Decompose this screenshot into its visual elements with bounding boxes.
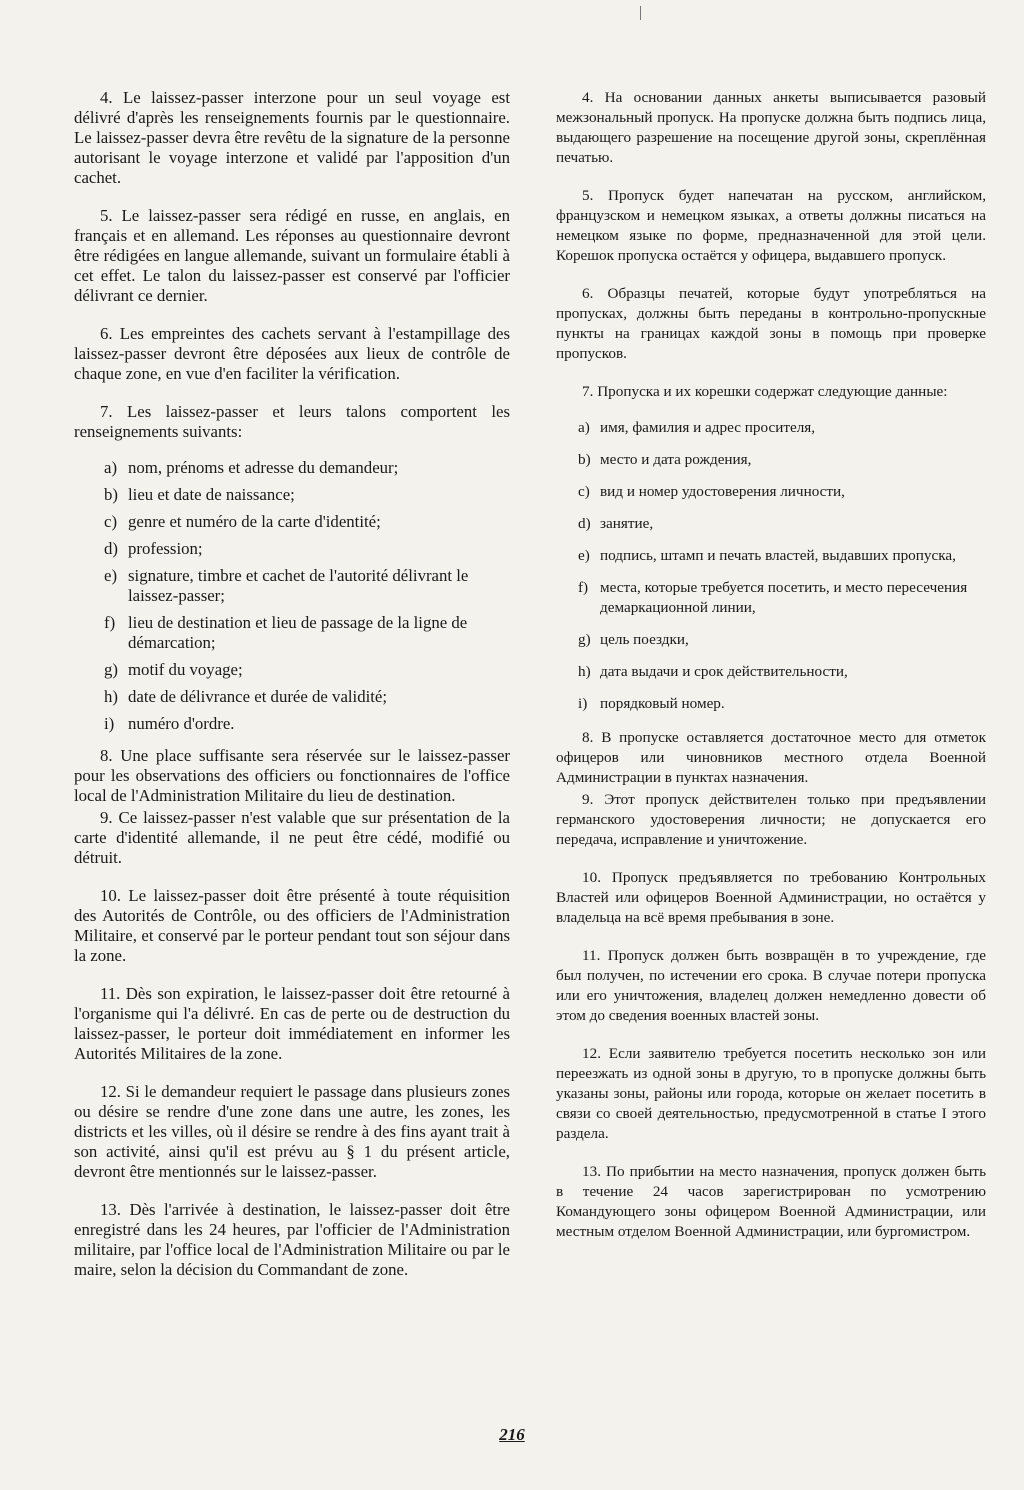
list-item <box>104 512 510 532</box>
list-item <box>104 539 510 559</box>
list-item <box>104 714 510 734</box>
fr-item-list <box>74 458 510 734</box>
list-item <box>104 485 510 505</box>
ru-paragraph-5: 5. Пропуск будет напечатан на русском, английском, французском и немецком языках, а ответы должны писаться на немецком языке по форме, предназначенной для этой цели. Корешок пропуска остаётся у офицера, выдавшего пропуск. <box>556 187 986 264</box>
item-label: d) <box>578 515 591 532</box>
ru-paragraph-6: 6. Образцы печатей, которые будут употребляться на пропусках, должны быть переданы в контрольно-пропускные пункты на границах каждой зоны в помощь при проверке пропусков. <box>556 285 986 362</box>
page-number: 216 <box>499 1425 525 1444</box>
item-label: h) <box>578 663 591 680</box>
list-item <box>578 514 986 534</box>
list-item <box>104 566 510 606</box>
ru-paragraph-4: 4. На основании данных анкеты выписывается разовый межзональный пропуск. На пропуске должна быть подпись лица, выдающего разрешение на посещение другой зоны, скреплённая печатью. <box>556 89 986 166</box>
item-label: i) <box>578 695 588 712</box>
list-item <box>578 630 986 650</box>
item-label: c) <box>578 483 590 500</box>
item-text: nom, prénoms et adresse du demandeur; <box>128 458 399 477</box>
list-item <box>578 662 986 682</box>
item-text: подпись, штамп и печать властей, выдавших пропуска, <box>600 547 956 564</box>
fr-paragraph-10: 10. Le laissez-passer doit être présenté à toute réquisition des Autorités de Contrôle, ou des officiers de l'Administration Militaire, et conservé par le porteur pendant tout son séjour dans la zone. <box>74 886 510 965</box>
item-label: i) <box>104 714 115 733</box>
fr-paragraph-9: 9. Ce laissez-passer n'est valable que sur présentation de la carte d'identité allemande, il ne peut être cédé, modifié ou détruit. <box>74 808 510 867</box>
fr-paragraph-4: 4. Le laissez-passer interzone pour un seul voyage est délivré d'après les renseignements fournis par le questionnaire. Le laissez-passer devra être revêtu de la signature de la personne autorisant le voyage interzone et validé par l'apposition d'un cachet. <box>74 88 510 187</box>
item-text: date de délivrance et durée de validité; <box>128 687 388 706</box>
ru-paragraph-8: 8. В пропуске оставляется достаточное место для отметок офицеров или чиновников местного отдела Военной Администрации в пунктах назначения. <box>556 729 986 786</box>
item-text: имя, фамилия и адрес просителя, <box>600 419 816 436</box>
item-text: дата выдачи и срок действительности, <box>600 663 848 680</box>
ru-paragraph-7: 7. Пропуска и их корешки содержат следующие данные: <box>582 383 948 400</box>
item-label: b) <box>104 485 118 504</box>
ru-paragraph-10: 10. Пропуск предъявляется по требованию Контрольных Властей или офицеров Военной Администрации, но остаётся у владельца на всё время пребывания в зоне. <box>556 869 986 926</box>
list-item <box>578 694 986 714</box>
item-text: lieu de destination et lieu de passage de la ligne de démarcation; <box>128 613 468 652</box>
fr-paragraph-5: 5. Le laissez-passer sera rédigé en russe, en anglais, en français et en allemand. Les réponses au questionnaire devront être rédigées en langue allemande, suivant un formulaire établi à cet effet. Le talon du laissez-passer est conservé par l'officier délivrant ce dernier. <box>74 206 510 305</box>
fr-paragraph-13: 13. Dès l'arrivée à destination, le laissez-passer doit être enregistré dans les 24 heures, par l'officier de l'Administration militaire, par l'office local de l'Administration Militaire ou par le maire, selon la décision du Commandant de zone. <box>74 1200 510 1279</box>
item-text: занятие, <box>600 515 654 532</box>
item-text: genre et numéro de la carte d'identité; <box>128 512 381 531</box>
fr-paragraph-7: 7. Les laissez-passer et leurs talons comportent les renseignements suivants: <box>74 402 510 441</box>
list-item <box>578 546 986 566</box>
list-item <box>104 458 510 478</box>
list-item <box>104 613 510 653</box>
item-text: место и дата рождения, <box>600 451 752 468</box>
russian-column <box>556 88 986 1242</box>
item-text: цель поездки, <box>600 631 689 648</box>
list-item <box>578 578 986 618</box>
item-text: motif du voyage; <box>128 660 243 679</box>
item-text: lieu et date de naissance; <box>128 485 295 504</box>
item-text: места, которые требуется посетить, и место пересечения демаркационной линии, <box>600 579 968 616</box>
item-label: b) <box>578 451 591 468</box>
item-text: вид и номер удостоверения личности, <box>600 483 845 500</box>
fr-paragraph-6: 6. Les empreintes des cachets servant à l'estampillage des laissez-passer devront être déposées aux lieux de contrôle de chaque zone, en vue d'en faciliter la vérification. <box>74 324 510 383</box>
item-label: d) <box>104 539 118 558</box>
page-footer <box>0 1425 1024 1445</box>
item-text: numéro d'ordre. <box>128 714 235 733</box>
ru-paragraph-13: 13. По прибытии на место назначения, пропуск должен быть в течение 24 часов зарегистрирован по усмотрению Командующего зоны офицером Военной Администрации, или местным отделом Военной Администрации, или бургомистром. <box>556 1163 986 1240</box>
ru-paragraph-11: 11. Пропуск должен быть возвращён в то учреждение, где был получен, по истечении его срока. В случае потери пропуска или его уничтожения, владелец должен немедленно довести об этом до сведения военных властей зоны. <box>556 947 986 1024</box>
item-text: signature, timbre et cachet de l'autorité délivrant le laissez-passer; <box>128 566 469 605</box>
item-text: порядковый номер. <box>600 695 725 712</box>
item-label: a) <box>578 419 590 436</box>
item-label: h) <box>104 687 118 706</box>
item-label: e) <box>104 566 118 585</box>
list-item <box>578 418 986 438</box>
list-item <box>104 660 510 680</box>
item-label: g) <box>578 631 591 648</box>
french-column <box>74 88 510 1280</box>
item-label: g) <box>104 660 118 679</box>
list-item <box>578 482 986 502</box>
fr-paragraph-12: 12. Si le demandeur requiert le passage dans plusieurs zones ou désire se rendre d'une zone dans une autre, les zones, les districts et les villes, où il désire se rendre à des fins ayant trait à son activité, ainsi qu'il est prévu au § 1 du présent article, devront être mentionnés sur le laissez-passer. <box>74 1082 510 1181</box>
ru-item-list <box>556 418 986 714</box>
item-text: profession; <box>128 539 203 558</box>
list-item <box>104 687 510 707</box>
list-item <box>578 450 986 470</box>
item-label: e) <box>578 547 590 564</box>
ru-paragraph-12: 12. Если заявителю требуется посетить несколько зон или переезжать из одной зоны в другую, то в пропуске должны быть указаны зоны, районы или города, которые он желает посетить в связи со своей деятельностью, предусмотренной в статье I этого раздела. <box>556 1045 986 1142</box>
item-label: c) <box>104 512 118 531</box>
margin-mark <box>640 6 641 20</box>
fr-paragraph-8: 8. Une place suffisante sera réservée sur le laissez-passer pour les observations des officiers ou fonctionnaires de l'office local de l'Administration Militaire du lieu de destination. <box>74 746 510 805</box>
item-label: f) <box>104 613 116 632</box>
item-label: f) <box>578 579 589 596</box>
fr-paragraph-11: 11. Dès son expiration, le laissez-passer doit être retourné à l'organisme qui l'a délivré. En cas de perte ou de destruction du laissez-passer, le porteur doit immédiatement en informer les Autorités Militaires de la zone. <box>74 984 510 1063</box>
ru-paragraph-9: 9. Этот пропуск действителен только при предъявлении германского удостоверения личности; не допускается его передача, исправление и уничтожение. <box>556 791 986 848</box>
item-label: a) <box>104 458 118 477</box>
